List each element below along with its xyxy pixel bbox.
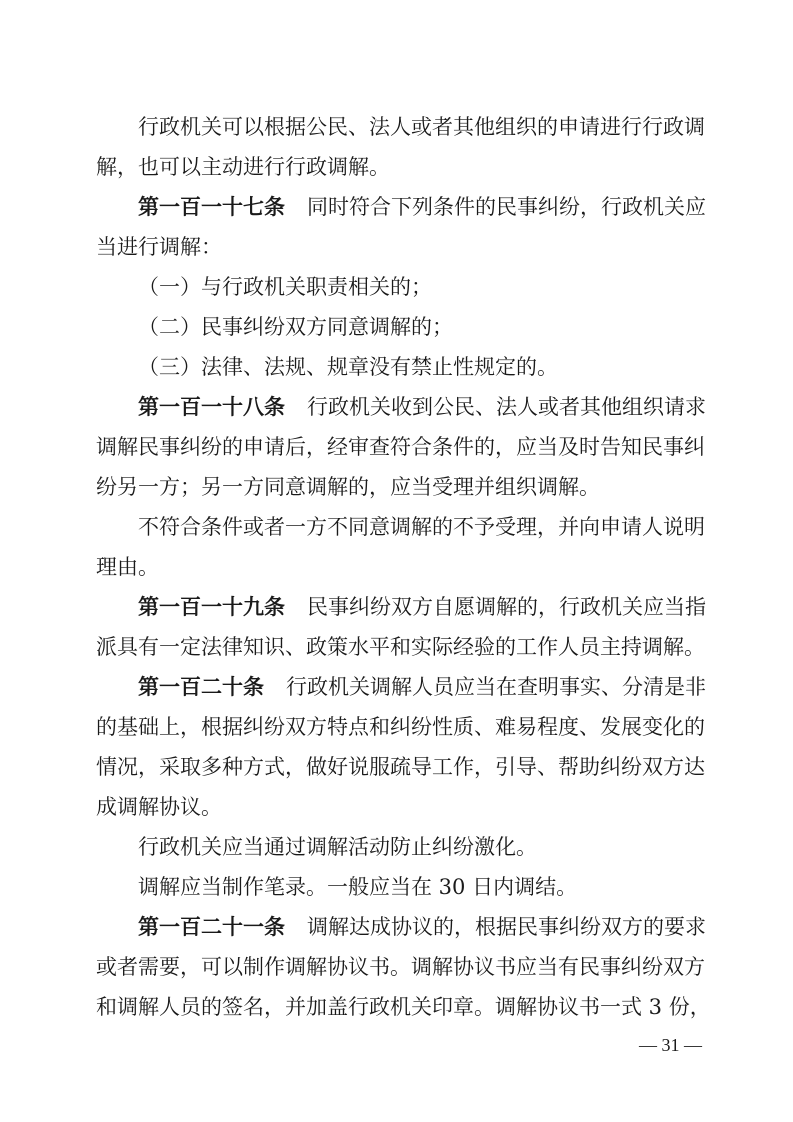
list-item: （二）民事纠纷双方同意调解的；	[138, 315, 453, 339]
article-text: 民事纠纷双方自愿调解的，行政机关应当指	[307, 595, 706, 619]
article-heading: 第一百二十条	[138, 675, 264, 699]
paragraph-line: 行政机关可以根据公民、法人或者其他组织的申请进行行政调	[138, 115, 705, 139]
paragraph-line: 当进行调解：	[96, 235, 222, 259]
paragraph-line: 调解民事纠纷的申请后，经审查符合条件的，应当及时告知民事纠	[96, 435, 705, 459]
paragraph-line: 纷另一方；另一方同意调解的，应当受理并组织调解。	[96, 475, 600, 499]
page-number: — 31 —	[639, 1035, 702, 1055]
paragraph-line: 派具有一定法律知识、政策水平和实际经验的工作人员主持调解。	[96, 635, 705, 659]
paragraph-line: 的基础上，根据纠纷双方特点和纠纷性质、难易程度、发展变化的	[96, 715, 705, 739]
article-heading: 第一百一十九条	[138, 595, 285, 619]
article-118-line	[138, 392, 706, 422]
article-121-line	[138, 912, 706, 942]
article-text: 同时符合下列条件的民事纠纷，行政机关应	[307, 195, 706, 219]
article-heading: 第一百一十七条	[138, 195, 285, 219]
paragraph-line: 或者需要，可以制作调解协议书。调解协议书应当有民事纠纷双方	[96, 955, 705, 979]
article-117-line	[138, 192, 706, 222]
list-item: （三）法律、法规、规章没有禁止性规定的。	[138, 355, 558, 379]
paragraph-line: 不符合条件或者一方不同意调解的不予受理，并向申请人说明	[138, 515, 705, 539]
paragraph-line: 情况，采取多种方式，做好说服疏导工作，引导、帮助纠纷双方达	[96, 755, 705, 779]
paragraph-line: 理由。	[96, 555, 159, 579]
article-119-line	[138, 592, 706, 622]
article-120-line	[138, 672, 706, 702]
paragraph-line: 成调解协议。	[96, 795, 222, 819]
article-text: 行政机关调解人员应当在查明事实、分清是非	[286, 675, 706, 699]
article-text: 调解达成协议的，根据民事纠纷双方的要求	[307, 915, 706, 939]
article-text: 行政机关收到公民、法人或者其他组织请求	[307, 395, 706, 419]
paragraph-line: 调解应当制作笔录。一般应当在 30 日内调结。	[138, 875, 578, 899]
article-heading: 第一百二十一条	[138, 915, 285, 939]
paragraph-line: 和调解人员的签名，并加盖行政机关印章。调解协议书一式 3 份，	[96, 995, 711, 1019]
paragraph-line: 行政机关应当通过调解活动防止纠纷激化。	[138, 835, 537, 859]
list-item: （一）与行政机关职责相关的；	[138, 275, 432, 299]
paragraph-line: 解，也可以主动进行行政调解。	[96, 155, 390, 179]
article-heading: 第一百一十八条	[138, 395, 285, 419]
